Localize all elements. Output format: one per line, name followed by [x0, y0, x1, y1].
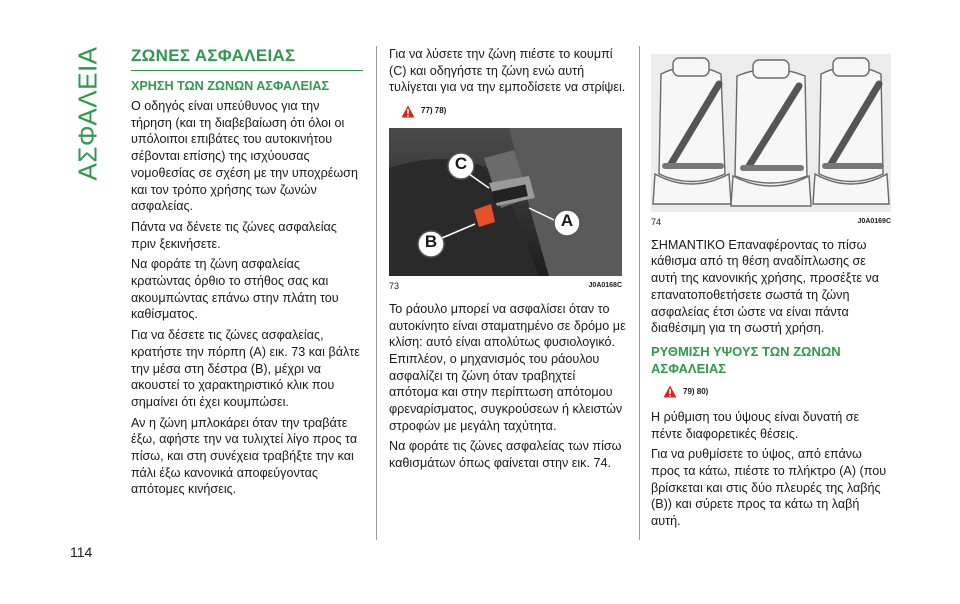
figure-number: 74 — [651, 217, 662, 227]
figure-label-b: B — [424, 232, 438, 252]
figure-number: 73 — [389, 281, 400, 292]
page-number: 114 — [70, 544, 93, 560]
paragraph: Για να ρυθμίσετε το ύψος, από επάνω προς τα κάτω, πιέστε το πλήκτρο (A) (που βρίσκεται και στις δύο πλευρές της λαβής (B)) και σύρετε προς τα κάτω τη λαβή αυτή. — [651, 447, 887, 529]
side-tab-label: ΑΣΦΑΛΕΙΑ — [72, 45, 103, 181]
paragraph: Το ράουλο μπορεί να ασφαλίσει όταν το αυτοκίνητο είναι σταματημένο σε δρόμο με κλίση: αυτό είναι απολύτως φυσιολογικό. Επιπλέον, ο μηχανισμός του ράουλου ασφαλίζει τη ζώνη όταν τραβηχτεί απότομα και στην περίπτωση απότομου φρεναρίσματος, συγκρούσεων ή κλειστών στροφών με μεγάλη ταχύτητα. — [389, 301, 626, 433]
column-right — [651, 46, 891, 534]
figure-73-seatbelt-buckle — [389, 128, 622, 276]
figure-label-c: C — [454, 154, 468, 174]
paragraph: Η ρύθμιση του ύψους είναι δυνατή σε πέντε διαφορετικές θέσεις. — [651, 409, 860, 441]
figure-74-rear-seats-belts — [651, 54, 891, 212]
paragraph: Να φοράτε τη ζώνη ασφαλείας κρατώντας όρθιο το στήθος σας και ακουμπώντας επάνω στην πλάτη του καθίσματος. — [131, 257, 339, 322]
paragraph: Ο οδηγός είναι υπεύθυνος για την τήρηση (και τη διαβεβαίωση ότι όλοι οι υπόλοιποι επιβάτες του αυτοκινήτου σέβονται επίσης) της ισχύουσας νομοθεσίας σε σχέση με την υποχρέωση και τον τρόπο χρήσης των ζωνών ασφαλείας. — [131, 99, 358, 214]
warning-triangle-icon — [401, 105, 415, 118]
warning-reference — [663, 383, 891, 401]
column-middle — [389, 46, 627, 476]
column-left — [131, 46, 363, 502]
paragraph: Πάντα να δένετε τις ζώνες ασφαλείας πριν ξεκινήσετε. — [131, 219, 337, 251]
section-side-tab — [68, 45, 108, 181]
paragraph: Για να λύσετε την ζώνη πιέστε το κουμπί (C) και οδηγήστε τη ζώνη ενώ αυτή τυλίγεται για να την εμποδίσετε να στρίψει. — [389, 47, 626, 95]
warning-triangle-icon — [663, 385, 677, 398]
subsection-title: ΧΡΗΣΗ ΤΩΝ ΖΩΝΩΝ ΑΣΦΑΛΕΙΑΣ — [131, 79, 330, 93]
paragraph: ΣΗΜΑΝΤΙΚΟ Επαναφέροντας το πίσω κάθισμα από τη θέση αναδίπλωσης σε αυτή της κανονικής χρήσης, προσέξτε να επανατοποθετήσετε σωστά τη ζώνη ασφαλείας έτσι ώστε να είναι πάντα διαθέσιμη για τη σωστή χρήση. — [651, 237, 880, 336]
warning-refs: 79) 80) — [683, 386, 709, 396]
figure-label-a: A — [560, 211, 574, 231]
warning-refs: 77) 78) — [421, 105, 447, 115]
warning-reference — [401, 102, 627, 120]
subsection-title: ΡΥΘΜΙΣΗ ΥΨΟΥΣ ΤΩΝ ΖΩΝΩΝ ΑΣΦΑΛΕΙΑΣ — [651, 343, 841, 376]
figure-caption — [389, 278, 622, 295]
column-divider — [376, 46, 377, 540]
figure-code: J0A0168C — [588, 282, 622, 290]
column-divider — [639, 46, 640, 540]
figure-code: J0A0169C — [857, 218, 891, 225]
paragraph: Να φοράτε τις ζώνες ασφαλείας των πίσω καθισμάτων όπως φαίνεται στην εικ. 74. — [389, 439, 622, 471]
section-title: ΖΩΝΕΣ ΑΣΦΑΛΕΙΑΣ — [131, 46, 363, 71]
paragraph: Για να δέσετε τις ζώνες ασφαλείας, κρατήστε την πόρπη (A) εικ. 73 και βάλτε την μέσα στη δέστρα (B), μέχρι να ακουστεί το χαρακτηριστικό κλικ που σημαίνει ότι έχει κουμπώσει. — [131, 328, 360, 409]
paragraph: Αν η ζώνη μπλοκάρει όταν την τραβάτε έξω, αφήστε την να τυλιχτεί λίγο προς τα πίσω, και στη συνέχεια τραβήξτε την και πάλι έξω κανονικά αποφεύγοντας απότομες κινήσεις. — [131, 415, 358, 497]
figure-caption — [651, 214, 891, 231]
